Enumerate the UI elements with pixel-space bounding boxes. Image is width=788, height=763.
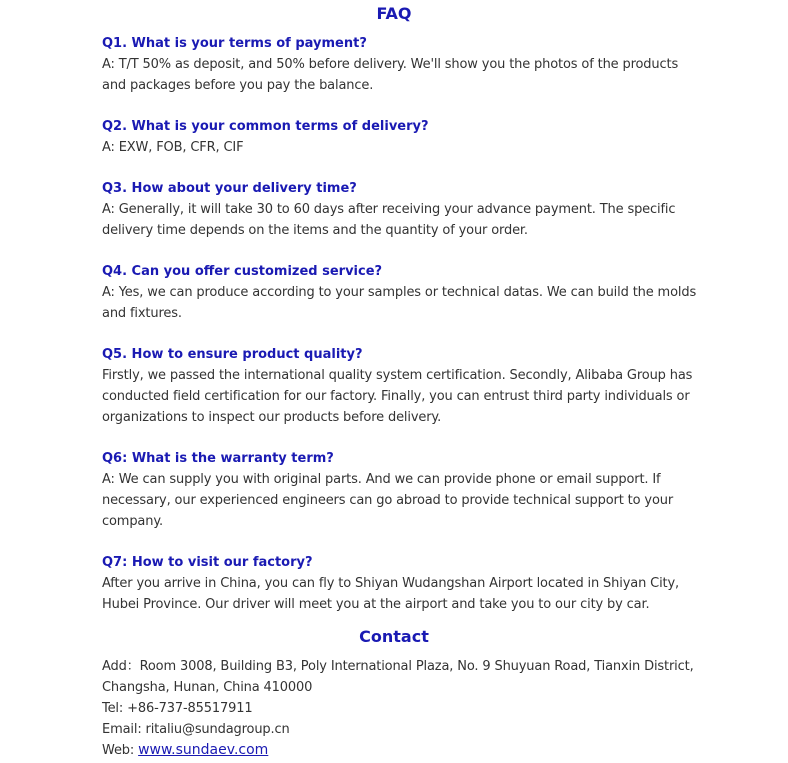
faq-answer: A: EXW, FOB, CFR, CIF bbox=[102, 140, 244, 155]
contact-address bbox=[102, 656, 702, 698]
faq-answer: A: Yes, we can produce according to your samples or technical datas. We can build the molds and fixtures. bbox=[102, 285, 697, 321]
faq-answer: A: Generally, it will take 30 to 60 days after receiving your advance payment. The specific delivery time depends on the items and the quantity of your order. bbox=[102, 202, 676, 238]
contact-title: Contact bbox=[359, 627, 429, 646]
web-label: Web: bbox=[102, 743, 139, 758]
faq-question: Q7: How to visit our factory? bbox=[102, 555, 313, 570]
faq-item-6 bbox=[102, 448, 702, 532]
contact-web bbox=[102, 740, 702, 761]
faq-question: Q6: What is the warranty term? bbox=[102, 451, 334, 466]
faq-question: Q1. What is your terms of payment? bbox=[102, 36, 367, 51]
faq-item-7 bbox=[102, 552, 702, 615]
contact-tel: Tel: +86-737-85517911 bbox=[102, 701, 253, 716]
faq-item-3 bbox=[102, 178, 702, 241]
faq-answer: A: T/T 50% as deposit, and 50% before delivery. We'll show you the photos of the products and packages before you pay the balance. bbox=[102, 57, 679, 93]
website-link[interactable]: www.sundaev.com bbox=[138, 742, 269, 758]
address-label: Add： bbox=[102, 659, 140, 674]
faq-answer: Firstly, we passed the international quality system certification. Secondly, Alibaba Group has conducted field certification for our factory. Finally, you can entrust third party individuals or organizations to inspect our products before delivery. bbox=[102, 368, 693, 425]
faq-item-5 bbox=[102, 344, 702, 428]
faq-answer: A: We can supply you with original parts. And we can provide phone or email support. If necessary, our experienced engineers can go abroad to provide technical support to your company. bbox=[102, 472, 674, 529]
faq-item-4 bbox=[102, 261, 702, 324]
faq-question: Q4. Can you offer customized service? bbox=[102, 264, 383, 279]
faq-question: Q5. How to ensure product quality? bbox=[102, 347, 363, 362]
faq-title: FAQ bbox=[376, 4, 412, 23]
faq-question: Q3. How about your delivery time? bbox=[102, 181, 357, 196]
faq-item-2 bbox=[102, 116, 702, 158]
faq-item-1 bbox=[102, 33, 702, 96]
faq-answer: After you arrive in China, you can fly to Shiyan Wudangshan Airport located in Shiyan City, Hubei Province. Our driver will meet you at the airport and take you to our city by car. bbox=[102, 576, 680, 612]
faq-question: Q2. What is your common terms of delivery? bbox=[102, 119, 429, 134]
contact-email: Email: ritaliu@sundagroup.cn bbox=[102, 722, 290, 737]
address-text: Room 3008, Building B3, Poly International Plaza, No. 9 Shuyuan Road, Tianxin District, Changsha, Hunan, China 410000 bbox=[102, 659, 694, 695]
contact-block bbox=[102, 656, 702, 761]
